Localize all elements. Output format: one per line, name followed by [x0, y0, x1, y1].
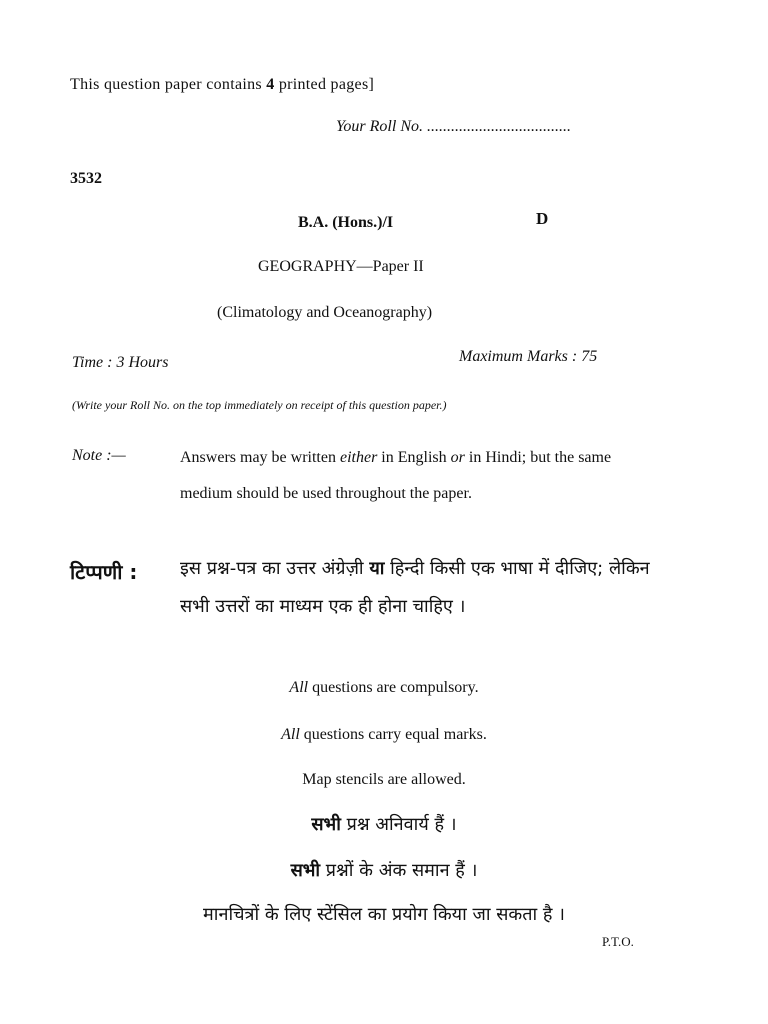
note-or: or [450, 449, 465, 466]
all-word: All [289, 679, 309, 696]
subject-title: GEOGRAPHY—Paper II [258, 258, 424, 275]
set-letter: D [536, 209, 549, 228]
pages-prefix: This question paper contains [70, 76, 267, 93]
printed-pages-line [70, 76, 374, 94]
hindi-equal-marks-text: प्रश्नों के अंक समान हैं । [320, 860, 478, 881]
hindi-note-text [180, 550, 655, 626]
hindi-compulsory-text: प्रश्न अनिवार्य हैं । [340, 814, 457, 835]
note-part1: Answers may be written [180, 449, 340, 466]
roll-number-instruction: (Write your Roll No. on the top immediately on receipt of this question paper.) [72, 398, 447, 412]
hindi-note-ya: या [369, 558, 385, 579]
sabhi-word: सभी [290, 860, 321, 881]
maximum-marks: Maximum Marks : 75 [459, 348, 598, 365]
note-part3: in Hindi; but the same medium should be used throughout the paper. [180, 449, 612, 502]
instruction-compulsory [0, 679, 768, 697]
note-part2: in English [377, 449, 451, 466]
pages-count: 4 [266, 76, 275, 93]
pages-suffix: printed pages] [274, 76, 375, 93]
hindi-note-after: हिन्दी किसी एक भाषा में दीजिए; लेकिन सभी उत्तरों का माध्यम एक ही होना चाहिए । [180, 558, 650, 617]
compulsory-text: questions are compulsory. [308, 679, 479, 696]
course-title: B.A. (Hons.)/I [298, 214, 394, 231]
hindi-instruction-equal-marks [0, 858, 768, 882]
hindi-note-label: टिप्पणी : [70, 560, 138, 584]
subject-subtitle: (Climatology and Oceanography) [217, 304, 433, 321]
hindi-note-before: इस प्रश्न-पत्र का उत्तर अंग्रेज़ी [180, 558, 370, 579]
sabhi-word: सभी [311, 814, 341, 835]
equal-marks-text: questions carry equal marks. [299, 726, 487, 743]
note-either: either [339, 449, 378, 466]
all-word: All [281, 726, 300, 743]
roll-number-field: Your Roll No. .................................... [336, 118, 571, 135]
hindi-instruction-stencils: मानचित्रों के लिए स्टेंसिल का प्रयोग किया जा सकता है । [203, 904, 565, 925]
paper-code: 3532 [70, 170, 102, 187]
note-label: Note :— [72, 447, 126, 464]
exam-time: Time : 3 Hours [72, 354, 169, 371]
hindi-instruction-compulsory [0, 812, 768, 836]
instruction-equal-marks [0, 726, 768, 744]
instruction-stencils: Map stencils are allowed. [302, 771, 466, 788]
note-text [180, 440, 650, 512]
please-turn-over: P.T.O. [602, 934, 634, 949]
